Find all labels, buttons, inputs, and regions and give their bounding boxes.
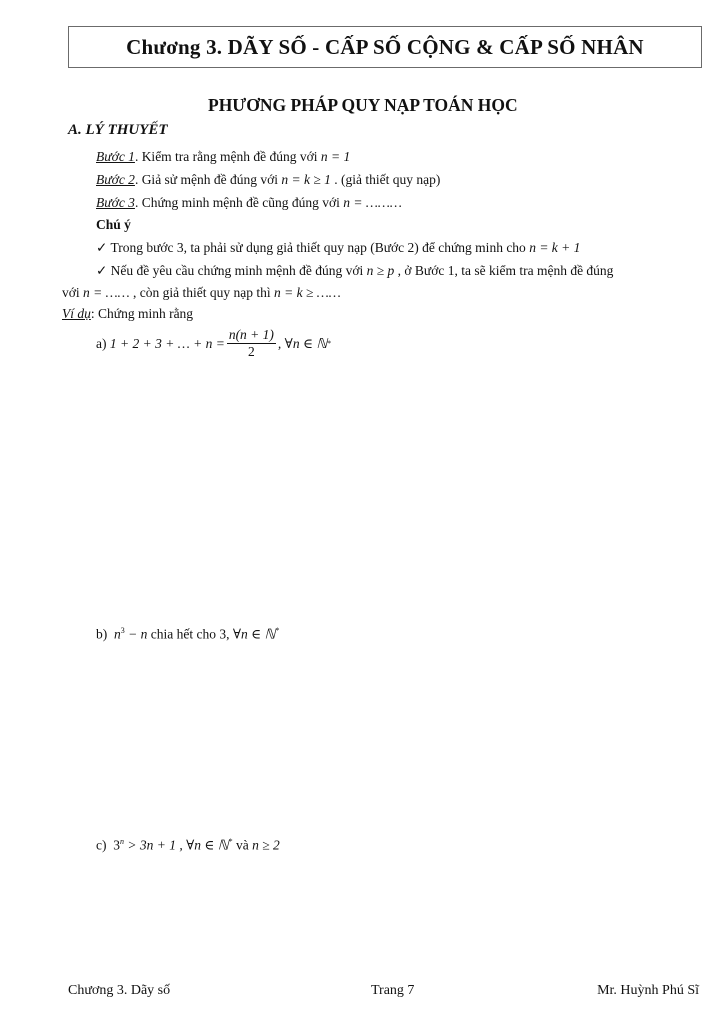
step-3-label: Bước 3 <box>96 195 135 210</box>
note-2-text-c: với <box>62 285 84 300</box>
section-title: PHƯƠNG PHÁP QUY NẠP TOÁN HỌC <box>208 95 518 115</box>
theory-heading: A. LÝ THUYẾT <box>68 122 168 138</box>
example-c-star: * <box>228 837 233 846</box>
note-2-line-2 <box>62 285 341 301</box>
example-a-numerator: n(n + 1) <box>228 327 274 342</box>
example-b-expr: n <box>114 626 121 642</box>
example-c-rest: > 3n + 1 , <box>124 837 187 853</box>
step-1-label: Bước 1 <box>96 149 135 164</box>
note-1-text: ✓ Trong bước 3, ta phải sử dụng giả thiết quy nạp (Bước 2) để chứng minh cho <box>96 240 530 255</box>
example-b-rest: − n <box>124 626 148 642</box>
example-a <box>96 327 331 360</box>
example-c <box>96 837 280 854</box>
step-2-after: . (giả thiết quy nạp) <box>330 172 441 187</box>
step-3 <box>96 195 402 211</box>
footer-page-number: Trang 7 <box>371 983 415 998</box>
note-2-math-c: n = …… <box>83 285 130 300</box>
note-2-text-a: ✓ Nếu đề yêu cầu chứng minh mệnh đề đúng với <box>96 263 367 278</box>
step-1-text: . Kiểm tra rằng mệnh đề đúng với <box>134 149 321 164</box>
note-2-math-a: n ≥ p <box>366 263 395 278</box>
note-title: Chú ý <box>96 217 131 232</box>
example-a-fraction <box>227 327 276 360</box>
note-2-math-d: n = k ≥ …… <box>274 285 341 300</box>
example-a-condition: , ∀n ∈ ℕ <box>277 335 328 351</box>
note-2-line-1 <box>96 263 613 279</box>
example-c-label: c) <box>96 837 107 853</box>
example-a-denominator: 2 <box>247 344 255 359</box>
example-a-label: a) <box>96 335 107 351</box>
example-c-condition: ∀n ∈ ℕ <box>186 837 229 853</box>
footer-left: Chương 3. Dãy số <box>68 983 171 998</box>
example-intro-text: : Chứng minh rằng <box>90 306 194 321</box>
step-1 <box>96 149 350 165</box>
example-a-star: * <box>327 339 332 348</box>
step-3-math: n = ……… <box>343 195 402 210</box>
example-b-condition: ∀n ∈ ℕ <box>232 626 276 642</box>
step-3-text: . Chứng minh mệnh đề cũng đúng với <box>134 195 344 210</box>
chapter-title: Chương 3. DÃY SỐ - CẤP SỐ CỘNG & CẤP SỐ NHÂN <box>126 34 644 59</box>
step-2 <box>96 172 440 188</box>
step-2-text: . Giả sử mệnh đề đúng với <box>134 172 282 187</box>
footer-author: Mr. Huỳnh Phú Sĩ <box>597 983 699 998</box>
note-1 <box>96 240 580 256</box>
example-c-base: 3 <box>113 837 120 853</box>
step-1-math: n = 1 <box>320 149 351 164</box>
example-c-and: và <box>232 837 253 853</box>
chapter-title-box <box>68 26 702 68</box>
example-b-text: chia hết cho 3, <box>147 626 233 642</box>
note-2-text-b: , ở Bước 1, ta sẽ kiểm tra mệnh đề đúng <box>394 263 614 278</box>
example-c-condition-2: n ≥ 2 <box>252 837 280 853</box>
example-label: Ví dụ <box>62 306 91 321</box>
step-2-label: Bước 2 <box>96 172 135 187</box>
example-b-label: b) <box>96 626 108 642</box>
example-a-lhs: 1 + 2 + 3 + … + n = <box>109 335 225 351</box>
example-b-exp: 3 <box>120 626 125 635</box>
example-b <box>96 626 279 643</box>
step-2-math: n = k ≥ 1 <box>281 172 331 187</box>
example-intro <box>62 306 193 322</box>
note-2-text-d: , còn giả thiết quy nạp thì <box>129 285 274 300</box>
example-b-star: * <box>275 626 280 635</box>
note-1-math: n = k + 1 <box>529 240 581 255</box>
example-c-exp: n <box>120 837 124 846</box>
